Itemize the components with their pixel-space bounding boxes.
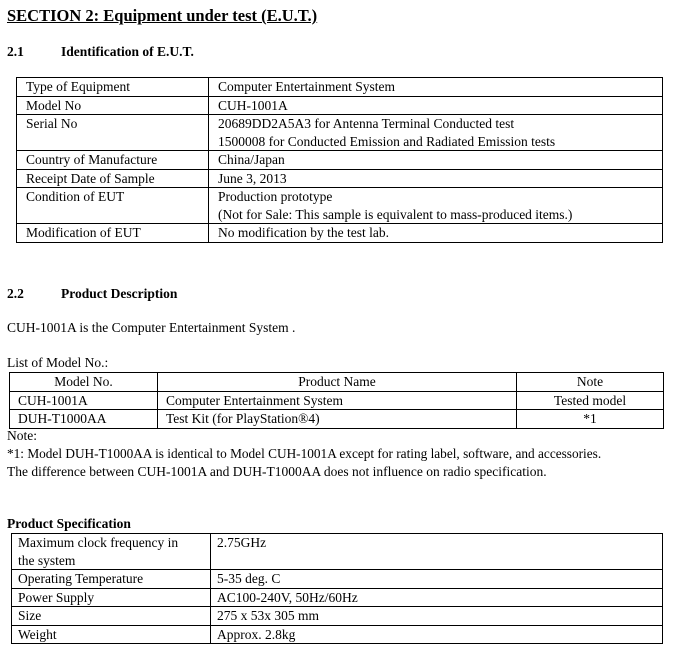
row-label: Model No [17,96,209,115]
row-value: CUH-1001A [209,96,663,115]
column-header: Model No. [10,373,158,392]
spec-label: Operating Temperature [12,570,211,589]
table-row [17,151,663,170]
row-value: June 3, 2013 [209,169,663,188]
value-line: (Not for Sale: This sample is equivalent to mass-produced items.) [218,206,573,222]
product-name-cell: Test Kit (for PlayStation®4) [158,410,517,429]
value-line: 1500008 for Conducted Emission and Radiated Emission tests [218,133,556,149]
table-row [17,169,663,188]
row-value: Computer Entertainment System [209,78,663,97]
model-list-label: List of Model No.: [7,355,109,370]
note-line-2: The difference between CUH-1001A and DUH-T1000AA does not influence on radio specification. [7,464,547,479]
row-label: Receipt Date of Sample [17,169,209,188]
table-row [12,534,663,570]
product-name-cell: Computer Entertainment System [158,391,517,410]
note-cell: Tested model [517,391,664,410]
column-header: Product Name [158,373,517,392]
row-value: No modification by the test lab. [209,224,663,243]
table-row [17,224,663,243]
table-row [12,588,663,607]
row-value: China/Japan [209,151,663,170]
value-line: Production prototype [218,189,333,204]
spec-value: 275 x 53x 305 mm [211,607,663,626]
table-row [10,391,664,410]
note-label: Note: [7,428,37,443]
table-header-row [10,373,664,392]
table-row [17,96,663,115]
spec-label: Size [12,607,211,626]
table-row [12,607,663,626]
row-label: Serial No [17,115,209,151]
spec-value: AC100-240V, 50Hz/60Hz [211,588,663,607]
table-row [17,115,663,151]
value-line: 20689DD2A5A3 for Antenna Terminal Conducted test [218,116,515,131]
specification-table [11,533,663,644]
table-row [17,188,663,224]
table-row [12,625,663,644]
identification-table [16,77,663,243]
table-row [17,78,663,97]
spec-value: 5-35 deg. C [211,570,663,589]
section-2-2-number: 2.2 [7,286,24,301]
spec-label: Power Supply [12,588,211,607]
section-2-2-title: Product Description [61,286,178,301]
spec-label [12,534,211,570]
spec-value: Approx. 2.8kg [211,625,663,644]
row-label: Condition of EUT [17,188,209,224]
section-title: SECTION 2: Equipment under test (E.U.T.) [7,6,318,25]
row-value [209,115,663,151]
section-2-1-title: Identification of E.U.T. [61,44,194,59]
spec-value: 2.75GHz [211,534,663,570]
row-label: Type of Equipment [17,78,209,97]
row-value [209,188,663,224]
row-label: Country of Manufacture [17,151,209,170]
section-2-1-number: 2.1 [7,44,24,59]
table-row [10,410,664,429]
row-label: Modification of EUT [17,224,209,243]
column-header: Note [517,373,664,392]
model-list-table [9,372,664,429]
label-line: the system [18,552,76,568]
product-specification-title: Product Specification [7,516,131,531]
table-row [12,570,663,589]
note-line-1: *1: Model DUH-T1000AA is identical to Model CUH-1001A except for rating label, software, and accessories. [7,446,602,461]
label-line: Maximum clock frequency in [18,535,179,550]
note-cell: *1 [517,410,664,429]
spec-label: Weight [12,625,211,644]
product-description: CUH-1001A is the Computer Entertainment System . [7,320,296,335]
model-cell: CUH-1001A [10,391,158,410]
model-cell: DUH-T1000AA [10,410,158,429]
